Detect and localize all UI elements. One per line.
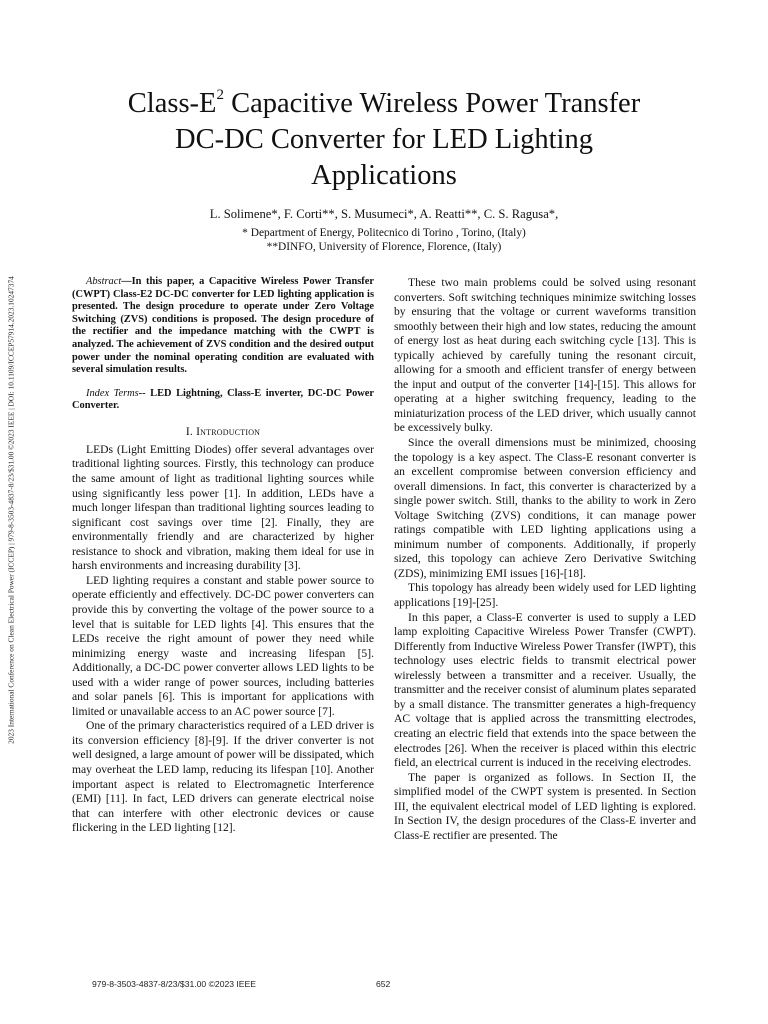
title-line-1-pre: Class-E: [127, 88, 217, 119]
side-note-text: 2023 International Conference on Clean Electrical Power (ICCEP) | 979-8-3503-4837-8/23/$31.00 ©2023 IEEE | DOI: 10.1109/ICCEP57914.2023.10247374: [6, 276, 16, 744]
right-column: [394, 276, 696, 843]
title-line-2: DC-DC Converter for LED Lighting: [175, 124, 593, 155]
index-terms-label: Index Terms: [86, 387, 139, 399]
right-paragraph-4: In this paper, a Class-E converter is used to supply a LED lamp exploiting Capacitive Wireless Power Transfer (CWPT). Differently from Inductive Wireless Power Transfer (IWPT), this technology uses electric fields to transmit electrical power wirelessly between a transmitter and a receiver. Usually, the transmitter and the receiver consist of aluminum plates separated by a small distance. The transmitter generates a high-frequency AC voltage that is applied across the transmitting electrodes, creating an electric field that extends into the space between the electrodes [26]. When the receiver is placed within this electric field, an electrical current is induced in the receiving electrodes.: [394, 610, 696, 770]
abstract-label: Abstract: [86, 276, 122, 287]
section-heading-introduction: [72, 425, 374, 439]
index-terms: [72, 388, 374, 413]
right-paragraph-1: These two main problems could be solved using resonant converters. Soft switching techniques minimize switching losses by ensuring that the voltage or current waveforms transition smoothly between their high and low states, reducing the amount of energy lost as heat during each switching cycle [13]. This is typically achieved by carefully tuning the resonant circuit, allowing for a smooth and efficient transfer of energy between the input and output of the converter [14]-[15]. This allows for operating at a higher switching frequency, leading to the miniaturization process of the LED driver, which usually cannot be excessively bulky.: [394, 276, 697, 435]
title-line-1: [84, 86, 684, 122]
left-paragraph-2: LED lighting requires a constant and stable power source to operate efficiently and effectively. DC-DC power converters can provide this by converting the voltage of the power source to a level that is suitable for LED lights [4]. This ensures that the LEDs receive the right amount of power they need while minimizing energy waste and increasing lifespan [5]. Additionally, a DC-DC power converter allows LED lights to be used with a wider range of power sources, including batteries and solar panels [6]. This is important for applications with limited or unavailable access to an AC power source [7].: [72, 573, 374, 718]
side-note: [4, 200, 18, 820]
section-number: I.: [185, 424, 193, 438]
footer-copyright: 979-8-3503-4837-8/23/$31.00 ©2023 IEEE: [92, 979, 257, 989]
title-line-1-post: Capacitive Wireless Power Transfer: [223, 88, 641, 119]
right-paragraph-3: This topology has already been widely used for LED lighting applications [19]-[25].: [394, 581, 696, 610]
abstract-text: —In this paper, a Capacitive Wireless Power Transfer (CWPT) Class-E2 DC-DC converter for LED lighting application is presented. The design procedure to operate under Zero Voltage Switching (ZVS) conditions is proposed. The design procedure of the rectifier and the impedance matching with the CWPT is analyzed. The achievement of ZVS condition and the desired output power under the nominal operating condition are evaluated with several simulation results.: [72, 276, 374, 376]
paper-title: [84, 86, 684, 194]
page-number: 652: [376, 979, 391, 989]
authors: L. Solimene*, F. Corti**, S. Musumeci*, A. Reatti**, C. S. Ragusa*,: [209, 207, 559, 221]
index-terms-text: -- LED Lightning, Class-E inverter, DC-DC Power Converter.: [72, 387, 374, 412]
right-paragraph-5: The paper is organized as follows. In Section II, the simplified model of the CWPT system is presented. In Section III, the equivalent electrical model of LED lighting is explored. In Section IV, the design procedures of the Class-E inverter and Class-E rectifier are presented. The: [394, 770, 696, 842]
title-superscript: 2: [216, 87, 224, 103]
section-title: Introduction: [196, 424, 261, 438]
affiliation-2: **DINFO, University of Florence, Florence, (Italy): [266, 241, 502, 253]
left-paragraph-3: One of the primary characteristics required of a LED driver is its conversion efficiency [8]-[9]. If the driver converter is not well designed, a large amount of power will be dissipated, which may overheat the LED lamp, reducing its lifespan [10]. Another important aspect is related to Electromagnetic Interference (EMI) [11]. In fact, LED drivers can generate electrical noise that can interfere with other electronic devices or cause flickering in the LED lighting [12].: [72, 719, 374, 835]
left-column: [72, 276, 374, 836]
right-paragraph-2: Since the overall dimensions must be minimized, choosing the topology is a key aspect. The Class-E resonant converter is an excellent compromise between conversion efficiency and overall dimensions. In fact, this converter is characterized by a single power switch. Still, thanks to the ability to work in Zero Voltage Switching (ZVS) conditions, it can manage power ratings compatible with LED lighting applications using a minimum number of components. Additionally, if properly sized, this topology can achieve Zero Derivative Switching (ZDS), minimizing EMI issues [16]-[18].: [394, 436, 696, 580]
title-line-3: Applications: [311, 160, 457, 191]
affiliation-1: * Department of Energy, Politecnico di Torino , Torino, (Italy): [242, 227, 526, 239]
left-paragraph-1: LEDs (Light Emitting Diodes) offer several advantages over traditional lighting sources. Firstly, this technology can produce the same amount of light as traditional lighting sources while using significantly less power [1]. In addition, LEDs have a much longer lifespan than traditional lighting sources leading to significant cost savings over time [2]. Finally, they are environmentally friendly and are characterized by higher resistance to shock and vibration, making them ideal for use in harsh environments and increasing durability [3].: [72, 442, 374, 573]
abstract: [72, 276, 374, 377]
